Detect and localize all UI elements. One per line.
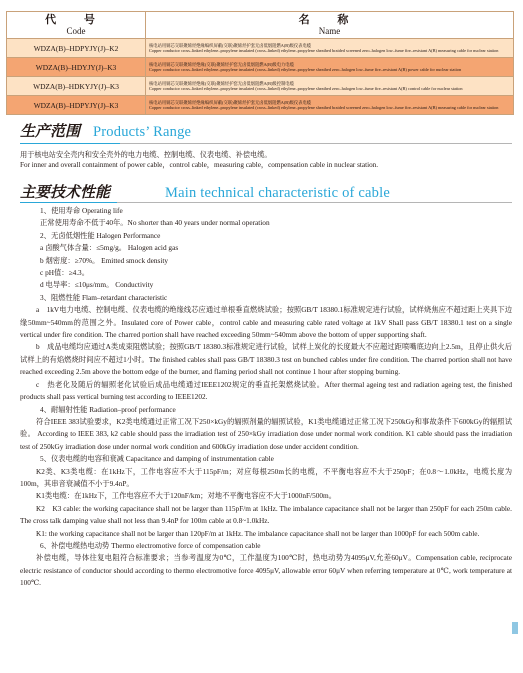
tech-paragraph: a 1kV电力电缆、控制电缆、仪表电缆的绝缘线芯应通过单根垂直燃烧试验；按照GB/T 18380.1标准规定进行试验，试样烧焦应不超过距上夹具下边缘50mm~540mm的范围之外。Insulated core of Power cable，control cable and measuring cable rated voltage at 1kV Shall pass GB/T 18380.1 test on a single vertical under fire condition. The charred portion shall have reached exceeding 50mm~540mm above the bottom of upper supporting shaft.	[20, 305, 512, 340]
cable-model-table	[6, 11, 514, 115]
cable-name	[146, 77, 514, 96]
tech-line: 4、耐辐射性能 Radiation–proof performance	[40, 404, 176, 414]
page-edge-tab	[512, 622, 518, 634]
tech-paragraph: 补偿电缆，导体往复电阻符合标准要求；当参考温度为0℃，工作温度为100℃时，热电动势为4095μV,允差60μV。Compensation cable, reciprocate electric resistance of conductor should according to thermo electromotive force 4095μV, allowable error 60μV when referring temperature at 0℃, work temperature at 100℃.	[20, 553, 512, 588]
products-range-title-zh: 生产范围	[20, 122, 81, 140]
tech-paragraph: b 成品电缆均应通过A类成束阻燃试验；按照GB/T 18380.3标准规定进行试验，试样上炭化的长度最大不应超过距喷嘴底边向上2.5m，且停止供火后试样上的有焰燃烧时间应不超过1小时。The finished cables shall pass GB/T 18380.3 test on bunched cables under fire condition. The charred portion shall not have reached exceeding 2.5m above the bottom edge of the burner, and flaming period shall not continue 1 hour after stopping burning.	[20, 342, 512, 377]
tech-paragraph: K1类电缆：在1kHz下，工作电容应不大于120nF/km；对地不平衡电容应不大于1000nF/500m。	[36, 491, 336, 501]
table-row	[7, 39, 514, 58]
products-range-text-en: For inner and overall containment of power cable，control cable，measuring cable，compensation cable in nuclear station.	[20, 161, 379, 170]
cable-code: WDZA(B)–HDPYJY(J)–K2	[7, 39, 146, 58]
cable-name-zh: 核电站用铜芯交联聚烯烃绝缘编织屏蔽(交联)聚烯烃护套无卤低烟阻燃A(B)级仪表电缆	[149, 100, 312, 105]
section-divider	[117, 202, 512, 203]
products-range-text	[20, 149, 512, 170]
tech-paragraph: K2 K3 cable: the working capacitance shall not be larger than 115pF/m at 1kHz. The imbalance capacitance shall not be larger than 250pF for each 250m cable. The cross talk damping value shall not less than 9.4nP for 100m cable at 0.8~1.0kHz.	[20, 503, 512, 526]
name-header-zh: 名 称	[298, 13, 361, 26]
code-column-header	[7, 12, 146, 39]
cable-name-zh: 核电站用铜芯交联聚烯烃绝缘(交联)聚烯烃护套无卤低烟阻燃A(B)级控制电缆	[149, 81, 294, 86]
tech-line: 1、使用寿命 Operating life	[40, 206, 123, 215]
section-underline	[20, 202, 117, 203]
name-column-header	[146, 12, 514, 39]
cable-name-en: Copper conductor cross–linked ethylene–propylene insulated (cross–linked) ethylene–propylene sheathed braided screened zero–halogen low–fume fire–resistant A(B) measuring cable for nuclear station	[149, 48, 499, 53]
cable-name-en: Copper conductor cross–linked ethylene–propylene insulated (cross–linked) ethylene–propylene sheathed braided screened zero–halogen low–fume fire–resistant A(B) measuring cable for nuclear station	[149, 105, 499, 110]
tech-line: 5、仪表电缆的电容和衰减 Capacitance and damping of instrumentation cable	[40, 454, 274, 464]
code-header-en: Code	[66, 26, 86, 36]
tech-line: b 烟密度：≥70%。 Emitted smock density	[40, 255, 169, 265]
tech-line: 2、无卤低烟性能 Halogen Performance	[40, 230, 161, 240]
tech-title-en: Main technical characteristic of cable	[165, 185, 390, 201]
section-divider	[120, 143, 512, 144]
cable-name	[146, 58, 514, 77]
tech-line: 3、阻燃性能 Flam–retardant characteristic	[40, 292, 168, 302]
cable-name	[146, 96, 514, 115]
name-header-en: Name	[318, 26, 341, 36]
cable-name-en: Copper conductor cross–linked ethylene–propylene insulated (cross–linked) ethylene–propylene sheathed zero–halogen low–fume fire–resistant A(B) control cable for nuclear station	[149, 86, 463, 91]
tech-line: 正常使用寿命不低于40年。No shorter than 40 years under normal operation	[40, 218, 270, 228]
cable-name-en: Copper conductor cross–linked ethylene–propylene insulated (cross–linked) ethylene–propylene sheathed zero–halogen low–fume fire–resistant A(B) power cable for nuclear station	[149, 67, 462, 72]
table-header-row	[7, 12, 514, 39]
tech-paragraph: c 热老化及随后的辐照老化试验后成品电缆通过IEEE1202规定的垂直托架燃烧试验。After thermal ageing test and radiation ageing test, the finished products shall pass vertical burning test according to IEEE1202.	[20, 379, 512, 402]
table-row	[7, 77, 514, 96]
cable-code: WDZA(B)–HDPYJY(J)–K3	[7, 96, 146, 115]
tech-line: 6、补偿电缆热电动势 Thermo electromotive force of compensation cable	[40, 540, 261, 550]
cable-code: WDZA(B)–HDKYJY(J)–K3	[7, 77, 146, 96]
table-row	[7, 58, 514, 77]
tech-line: d 电导率：≤10μs/mm。 Conductivity	[40, 280, 154, 290]
tech-content	[20, 205, 512, 590]
products-range-title-en: Products’ Range	[93, 124, 192, 140]
cable-name-zh: 核电站用铜芯交联聚烯烃绝缘(交联)聚烯烃护套无卤低烟阻燃A(B)级电力电缆	[149, 62, 294, 67]
table-row	[7, 96, 514, 115]
tech-paragraph: K1: the working capacitance shall not be larger than 120pF/m at 1kHz. The imbalance capacitance shall not be larger than 1000pF for each 500m cable.	[36, 528, 480, 538]
cable-name	[146, 39, 514, 58]
products-range-text-zh: 用于核电站安全壳内和安全壳外的电力电缆、控制电缆、仪表电缆、补偿电缆。	[20, 151, 272, 159]
tech-heading	[20, 181, 390, 202]
cable-code: WDZA(B)–HDYJY(J)–K3	[7, 58, 146, 77]
tech-title-zh: 主要技术性能	[20, 183, 111, 201]
code-header-zh: 代 号	[45, 13, 107, 26]
cable-name-zh: 核电站用铜芯交联聚烯烃绝缘编织屏蔽(交联)聚烯烃护套无卤低烟阻燃A(B)级仪表电缆	[149, 43, 312, 48]
tech-line: c pH值：≥4.3。	[40, 268, 89, 278]
tech-paragraph: K2类、K3类电缆：在1kHz下，工作电容应不大于115pF/m；对应每根250m长的电缆，不平衡电容应不大于250pF；在0.8～1.0kHz，电缆长度为100m，其串音衰减值不小于9.4nP。	[20, 466, 512, 488]
products-range-heading	[20, 120, 191, 141]
tech-paragraph: 符合IEEE 383试验要求，K2类电缆通过正常工况下250×kGy的辐照剂量的辐照试验，K1类电缆通过正常工况下250kGy和事故条件下600kGy的辐照试验。 According to IEEE 383, k2 cable should pass the irradiation test of 250×kGy irradiation dose under normal work condition. K1 cable should pass the irradiation test of 250kGy irradiation dose under normal work condition and 600kGy irradiation dose under accident condition.	[20, 416, 512, 451]
section-underline	[20, 143, 120, 144]
tech-line: a 卤酸气体含量：≤5mg/g。 Halogen acid gas	[40, 243, 179, 253]
